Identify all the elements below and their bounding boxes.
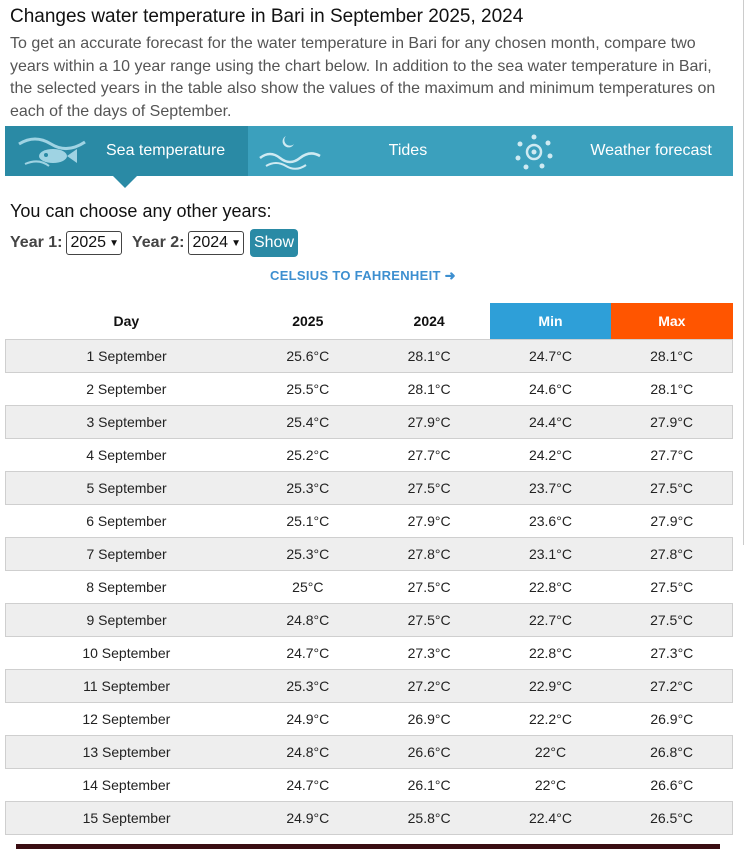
cell-y1: 24.8°C — [247, 735, 368, 768]
cell-y2: 27.5°C — [368, 603, 489, 636]
cell-max: 27.3°C — [650, 644, 694, 661]
cell-day: 10 September — [82, 644, 171, 661]
cell-day: 13 September — [6, 735, 248, 768]
cell-max: 26.5°C — [611, 801, 732, 834]
table-row — [6, 735, 733, 768]
cell-min: 22°C — [534, 776, 567, 793]
table-row — [6, 339, 733, 372]
cell-min: 22.2°C — [528, 710, 572, 727]
cell-y1: 24.9°C — [286, 710, 330, 727]
cell-max: 26.6°C — [650, 776, 694, 793]
table-header-row — [6, 303, 733, 339]
cell-min: 22.4°C — [490, 801, 611, 834]
cell-y1: 25.2°C — [286, 446, 330, 463]
cell-day: 6 September — [86, 512, 167, 529]
cell-min: 24.7°C — [490, 339, 611, 372]
cell-y2: 27.9°C — [368, 405, 489, 438]
cell-min: 24.2°C — [528, 446, 572, 463]
cell-y2: 25.8°C — [368, 801, 489, 834]
cell-y1: 25.3°C — [247, 669, 368, 702]
table-row — [6, 405, 733, 438]
cell-y1: 25.6°C — [247, 339, 368, 372]
header-min: Min — [490, 303, 611, 339]
cell-day: 11 September — [6, 669, 248, 702]
year-selector — [10, 229, 298, 257]
table-row — [6, 504, 733, 537]
cell-y2: 27.5°C — [368, 471, 489, 504]
cell-min: 23.6°C — [528, 512, 572, 529]
tab-bar — [5, 126, 733, 176]
cell-y2: 27.8°C — [368, 537, 489, 570]
celsius-to-fahrenheit-link[interactable] — [270, 268, 456, 284]
cell-y1: 25.4°C — [247, 405, 368, 438]
cell-max: 28.1°C — [650, 380, 694, 397]
cell-day: 5 September — [6, 471, 248, 504]
cell-y2: 26.9°C — [407, 710, 451, 727]
table-row — [6, 438, 733, 471]
cell-min: 22.8°C — [528, 578, 572, 595]
cell-day: 9 September — [6, 603, 248, 636]
cell-day: 14 September — [82, 776, 171, 793]
tab-tides[interactable] — [248, 126, 491, 176]
show-button[interactable]: Show — [250, 229, 298, 257]
sun-icon — [504, 132, 564, 172]
cell-max: 27.5°C — [650, 578, 694, 595]
chevron-down-icon: ▼ — [231, 237, 241, 249]
cell-y1: 24.9°C — [247, 801, 368, 834]
table-row — [6, 669, 733, 702]
cell-max: 27.9°C — [650, 512, 694, 529]
table-row — [6, 603, 733, 636]
tab-sea-temperature[interactable] — [5, 126, 248, 176]
cell-y1: 25.3°C — [247, 471, 368, 504]
tab-label: Sea temperature — [106, 142, 226, 159]
cell-max: 27.5°C — [611, 603, 732, 636]
year1-select[interactable] — [66, 231, 122, 255]
cell-max: 27.9°C — [611, 405, 732, 438]
convert-link-label: CELSIUS TO FAHRENHEIT — [270, 268, 441, 283]
cell-max: 27.2°C — [611, 669, 732, 702]
cell-day: 8 September — [86, 578, 167, 595]
header-max: Max — [611, 303, 732, 339]
cell-day: 3 September — [6, 405, 248, 438]
cell-max: 26.8°C — [611, 735, 732, 768]
year1-label: Year 1: — [10, 234, 63, 251]
cell-y2: 28.1°C — [368, 339, 489, 372]
cell-min: 22.8°C — [528, 644, 572, 661]
year1-value: 2025 — [70, 234, 107, 251]
cell-max: 27.5°C — [611, 471, 732, 504]
cell-day: 4 September — [86, 446, 167, 463]
cell-day: 12 September — [82, 710, 171, 727]
header-day: Day — [113, 312, 140, 329]
cell-min: 23.7°C — [490, 471, 611, 504]
cell-min: 22°C — [490, 735, 611, 768]
table-row — [6, 471, 733, 504]
cell-y1: 24.7°C — [286, 776, 330, 793]
year2-label: Year 2: — [131, 234, 185, 251]
bottom-banner — [16, 844, 720, 849]
page-description: To get an accurate forecast for the water temperature in Bari for any chosen month, compare two years within a 10 year range using the chart below. In addition to the sea water temperature in Bari, the selected years in the table also show the values of the maximum and minimum temperatures on each of the days of September. — [10, 35, 716, 120]
cell-max: 27.7°C — [650, 446, 694, 463]
tab-weather-forecast[interactable] — [490, 126, 733, 176]
cell-y2: 27.9°C — [407, 512, 451, 529]
cell-y2: 26.1°C — [407, 776, 451, 793]
header-year1: 2025 — [292, 312, 324, 329]
cell-y2: 27.2°C — [368, 669, 489, 702]
cell-min: 23.1°C — [490, 537, 611, 570]
header-year2: 2024 — [413, 312, 445, 329]
cell-day: 15 September — [6, 801, 248, 834]
cell-min: 22.9°C — [490, 669, 611, 702]
fish-wave-icon — [15, 132, 95, 170]
cell-min: 24.6°C — [528, 380, 572, 397]
cell-y1: 25°C — [292, 578, 324, 595]
year2-value: 2024 — [192, 234, 229, 251]
cell-max: 27.8°C — [611, 537, 732, 570]
table-row — [6, 636, 733, 669]
cell-y1: 24.8°C — [247, 603, 368, 636]
cell-y2: 26.6°C — [368, 735, 489, 768]
table-row — [6, 702, 733, 735]
arrow-right-icon: ➜ — [444, 268, 456, 283]
moon-wave-icon — [256, 132, 326, 172]
cell-day: 7 September — [6, 537, 248, 570]
table-row — [6, 570, 733, 603]
table-row — [6, 537, 733, 570]
cell-max: 26.9°C — [650, 710, 694, 727]
cell-y1: 24.7°C — [286, 644, 330, 661]
cell-min: 24.4°C — [490, 405, 611, 438]
cell-y2: 27.5°C — [407, 578, 451, 595]
cell-min: 22.7°C — [490, 603, 611, 636]
chevron-down-icon: ▼ — [109, 237, 119, 249]
table-row — [6, 801, 733, 834]
cell-y1: 25.1°C — [286, 512, 330, 529]
cell-y2: 28.1°C — [407, 380, 451, 397]
tab-label: Weather forecast — [590, 142, 712, 159]
scrollbar[interactable] — [743, 0, 756, 545]
cell-max: 28.1°C — [611, 339, 732, 372]
cell-day: 1 September — [6, 339, 248, 372]
temperature-table — [5, 303, 733, 835]
cell-y2: 27.3°C — [407, 644, 451, 661]
cell-y1: 25.3°C — [247, 537, 368, 570]
table-row — [6, 768, 733, 801]
cell-day: 2 September — [86, 380, 167, 397]
cell-y1: 25.5°C — [286, 380, 330, 397]
tab-label: Tides — [388, 142, 428, 159]
page-title: Changes water temperature in Bari in September 2025, 2024 — [10, 6, 524, 27]
active-tab-pointer — [113, 176, 137, 188]
table-row — [6, 372, 733, 405]
year-selector-prompt: You can choose any other years: — [10, 201, 272, 221]
year2-select[interactable] — [188, 231, 244, 255]
cell-y2: 27.7°C — [407, 446, 451, 463]
